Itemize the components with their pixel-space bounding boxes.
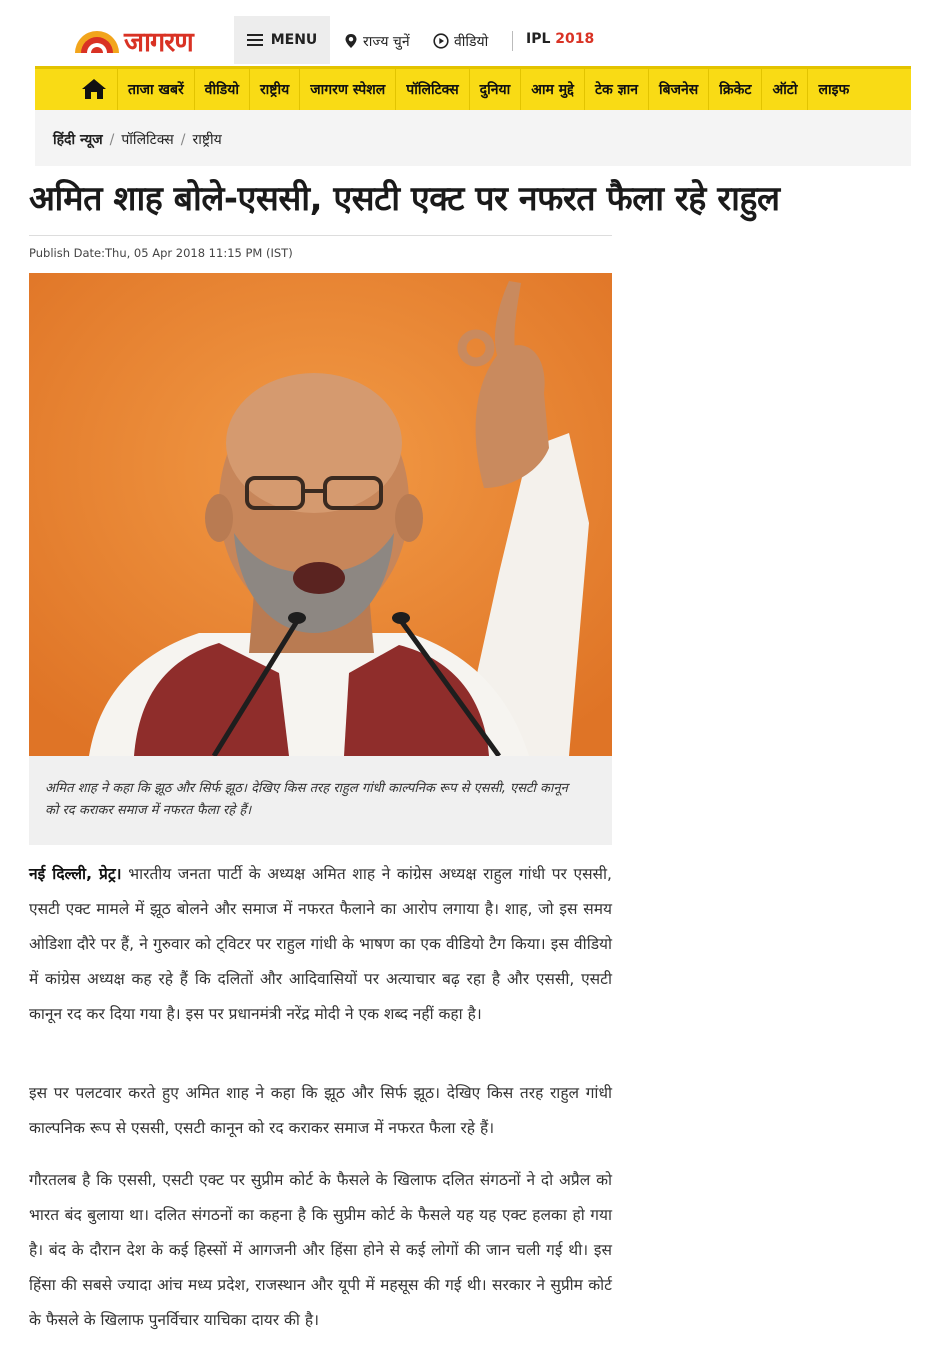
- video-link[interactable]: [433, 30, 488, 52]
- play-circle-icon: [433, 33, 449, 49]
- breadcrumb-item-national[interactable]: राष्ट्रीय: [192, 132, 222, 148]
- publish-date: Publish Date:Thu, 05 Apr 2018 11:15 PM (IST): [29, 246, 293, 260]
- photo-caption-box: [29, 756, 612, 845]
- breadcrumb-separator: /: [109, 131, 115, 148]
- nav-item-cricket[interactable]: क्रिकेट: [708, 69, 761, 110]
- nav-item-world[interactable]: दुनिया: [469, 69, 521, 110]
- location-pin-icon: [344, 33, 358, 49]
- main-nav: [35, 66, 911, 110]
- speaker-photo-illustration: [29, 273, 612, 756]
- breadcrumb: [53, 130, 222, 149]
- video-link-label: वीडियो: [454, 33, 489, 50]
- state-select-link[interactable]: [344, 30, 410, 52]
- article-paragraph-3: गौरतलब है कि एससी, एसटी एक्ट पर सुप्रीम कोर्ट के फैसले के खिलाफ दलित संगठनों ने दो अप्रैल को भारत बंद बुलाया था। दलित संगठनों का कहना है कि सुप्रीम कोर्ट के फैसले यह यह एक्ट हलका हो गया है। बंद के दौरान देश के कई हिस्सों में आगजनी और हिंसा होने से कई लोगों की जान चली गई थी। इस हिंसा की सबसे ज्यादा आंच मध्य प्रदेश, राजस्थान और यूपी में महसूस की गई थी। सरकार ने सुप्रीम कोर्ट के फैसले के खिलाफ पुनर्विचार याचिका दायर की है।: [29, 1171, 612, 1329]
- article-photo[interactable]: [29, 273, 612, 756]
- nav-item-business[interactable]: बिजनेस: [648, 69, 708, 110]
- nav-item-politics[interactable]: पॉलिटिक्स: [395, 69, 468, 110]
- ipl-label: IPL: [526, 31, 551, 47]
- article-dateline: नई दिल्ली, प्रेट्र।: [29, 865, 122, 883]
- breadcrumb-item-home[interactable]: हिंदी न्यूज: [53, 132, 103, 148]
- nav-item-auto[interactable]: ऑटो: [761, 69, 807, 110]
- menu-button[interactable]: [234, 16, 330, 64]
- photo-caption: अमित शाह ने कहा कि झूठ और सिर्फ झूठ। देखिए किस तरह राहुल गांधी काल्पनिक रूप से एससी, एसटी कानून को रद कराकर समाज में नफरत फैला रहे हैं।: [45, 781, 568, 818]
- home-icon[interactable]: [81, 78, 107, 100]
- site-logo[interactable]: [72, 24, 193, 56]
- nav-item-latest[interactable]: ताजा खबरें: [117, 69, 194, 110]
- ipl-link[interactable]: [526, 31, 594, 47]
- menu-label: MENU: [270, 32, 318, 48]
- headline-divider: [29, 235, 612, 236]
- logo-text: जागरण: [124, 26, 193, 58]
- article-paragraph-2: इस पर पलटवार करते हुए अमित शाह ने कहा कि झूठ और सिर्फ झूठ। देखिए किस तरह राहुल गांधी काल्पनिक रूप से एससी, एसटी कानून को रद कराकर समाज में नफरत फैला रहे हैं।: [29, 1084, 612, 1137]
- article-paragraph-1-text: भारतीय जनता पार्टी के अध्यक्ष अमित शाह ने कांग्रेस अध्यक्ष राहुल गांधी पर एससी, एसटी एक्ट मामले में झूठ बोलने और समाज में नफरत फैलाने का आरोप लगाया है। शाह, जो इस समय ओडिशा दौरे पर हैं, ने गुरुवार को ट्विटर पर राहुल गांधी के भाषण का एक वीडियो टैग किया। इस वीडियो में कांग्रेस अध्यक्ष कह रहे हैं कि दलितों और आदिवासियों पर अत्याचार बढ़ रहा है और एससी, एसटी कानून रद कर दिया गया है। इस पर प्रधानमंत्री नरेंद्र मोदी ने एक शब्द नहीं कहा है।: [29, 865, 612, 1023]
- breadcrumb-item-politics[interactable]: पॉलिटिक्स: [121, 132, 174, 148]
- nav-item-public-issues[interactable]: आम मुद्दे: [520, 69, 584, 110]
- hamburger-icon: [247, 34, 263, 46]
- article-paragraph-1: [29, 857, 612, 1032]
- nav-items: [117, 69, 859, 110]
- nav-item-tech[interactable]: टेक ज्ञान: [584, 69, 648, 110]
- site-header: [0, 0, 933, 66]
- breadcrumb-separator: /: [180, 131, 186, 148]
- breadcrumb-bar: [35, 110, 911, 166]
- sun-logo-icon: [72, 26, 122, 54]
- nav-item-life[interactable]: लाइफ: [807, 69, 859, 110]
- nav-item-video[interactable]: वीडियो: [194, 69, 249, 110]
- nav-item-national[interactable]: राष्ट्रीय: [249, 69, 299, 110]
- state-select-label: राज्य चुनें: [363, 33, 410, 50]
- header-divider: [512, 31, 513, 51]
- article-headline: अमित शाह बोले-एससी, एसटी एक्ट पर नफरत फैला रहे राहुल: [29, 179, 780, 219]
- ipl-year: 2018: [555, 31, 595, 47]
- nav-item-jagran-special[interactable]: जागरण स्पेशल: [299, 69, 395, 110]
